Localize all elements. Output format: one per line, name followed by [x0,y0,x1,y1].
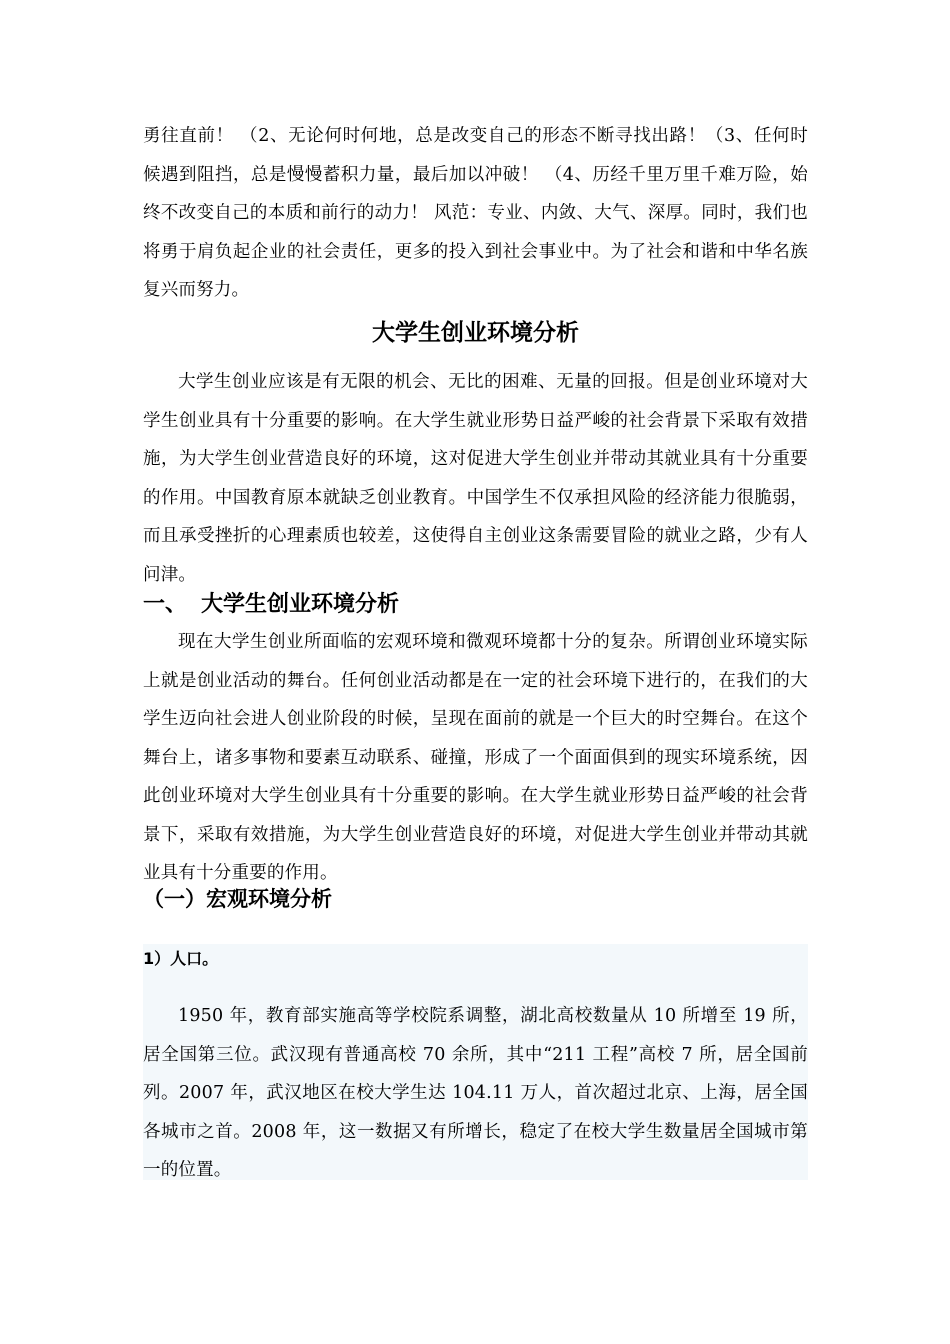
paragraph-2: 现在大学生创业所面临的宏观环境和微观环境都十分的复杂。所谓创业环境实际上就是创业活动的舞台。任何创业活动都是在一定的社会环境下进行的，在我们的大学生迈向社会进人创业阶段的时候，呈现在面前的就是一个巨大的时空舞台。在这个舞台上，诸多事物和要素互动联系、碰撞，形成了一个面面俱到的现实环境系统，因此创业环境对大学生创业具有十分重要的影响。在大学生就业形势日益严峻的社会背景下，采取有效措施，为大学生创业营造良好的环境，对促进大学生创业并带动其就业具有十分重要的作用。 [143,632,808,883]
document-title: 大学生创业环境分析 [372,320,579,346]
section-number: 一、 [143,592,188,617]
paragraph-1: 大学生创业应该是有无限的机会、无比的困难、无量的回报。但是创业环境对大学生创业具有十分重要的影响。在大学生就业形势日益严峻的社会背景下采取有效措施，为大学生创业营造良好的环境，这对促进大学生创业并带动其就业具有十分重要的作用。中国教育原本就缺乏创业教育。中国学生不仅承担风险的经济能力很脆弱，而且承受挫折的心理素质也较差，这使得自主创业这条需要冒险的就业之路，少有人问津。 [143,372,808,585]
body-block-1 [143,363,808,594]
body-block-2 [143,623,808,893]
section-heading-1 [143,587,808,623]
subsection-heading: （一）宏观环境分析 [143,887,332,911]
paragraph-3: 1950 年，教育部实施高等学校院系调整，湖北高校数量从 10 所增至 19 所，居全国第三位。武汉现有普通高校 70 余所，其中“211 工程”高校 7 所，居全国前列。2007 年，武汉地区在校大学生达 104.11 万人，首次超过北京、上海，居全国各城市之首。2008 年，这一数据又有所增长，稳定了在校大学生数量居全国城市第一的位置。 [143,1006,808,1180]
intro-paragraph: 勇往直前！ （2、无论何时何地，总是改变自己的形态不断寻找出路！（3、任何时候遇到阻挡，总是慢慢蓄积力量，最后加以冲破！ （4、历经千里万里千难万险，始终不改变自己的本质和前行的动力！ 风范：专业、内敛、大气、深厚。同时，我们也将勇于肩负起企业的社会责任，更多的投入到社会事业中。为了社会和谐和中华名族复兴而努力。 [143,126,808,300]
section-heading-text: 大学生创业环境分析 [201,592,400,617]
body-block-3 [143,997,808,1190]
item-heading: 1）人口。 [143,949,219,968]
intro-block [143,117,808,310]
